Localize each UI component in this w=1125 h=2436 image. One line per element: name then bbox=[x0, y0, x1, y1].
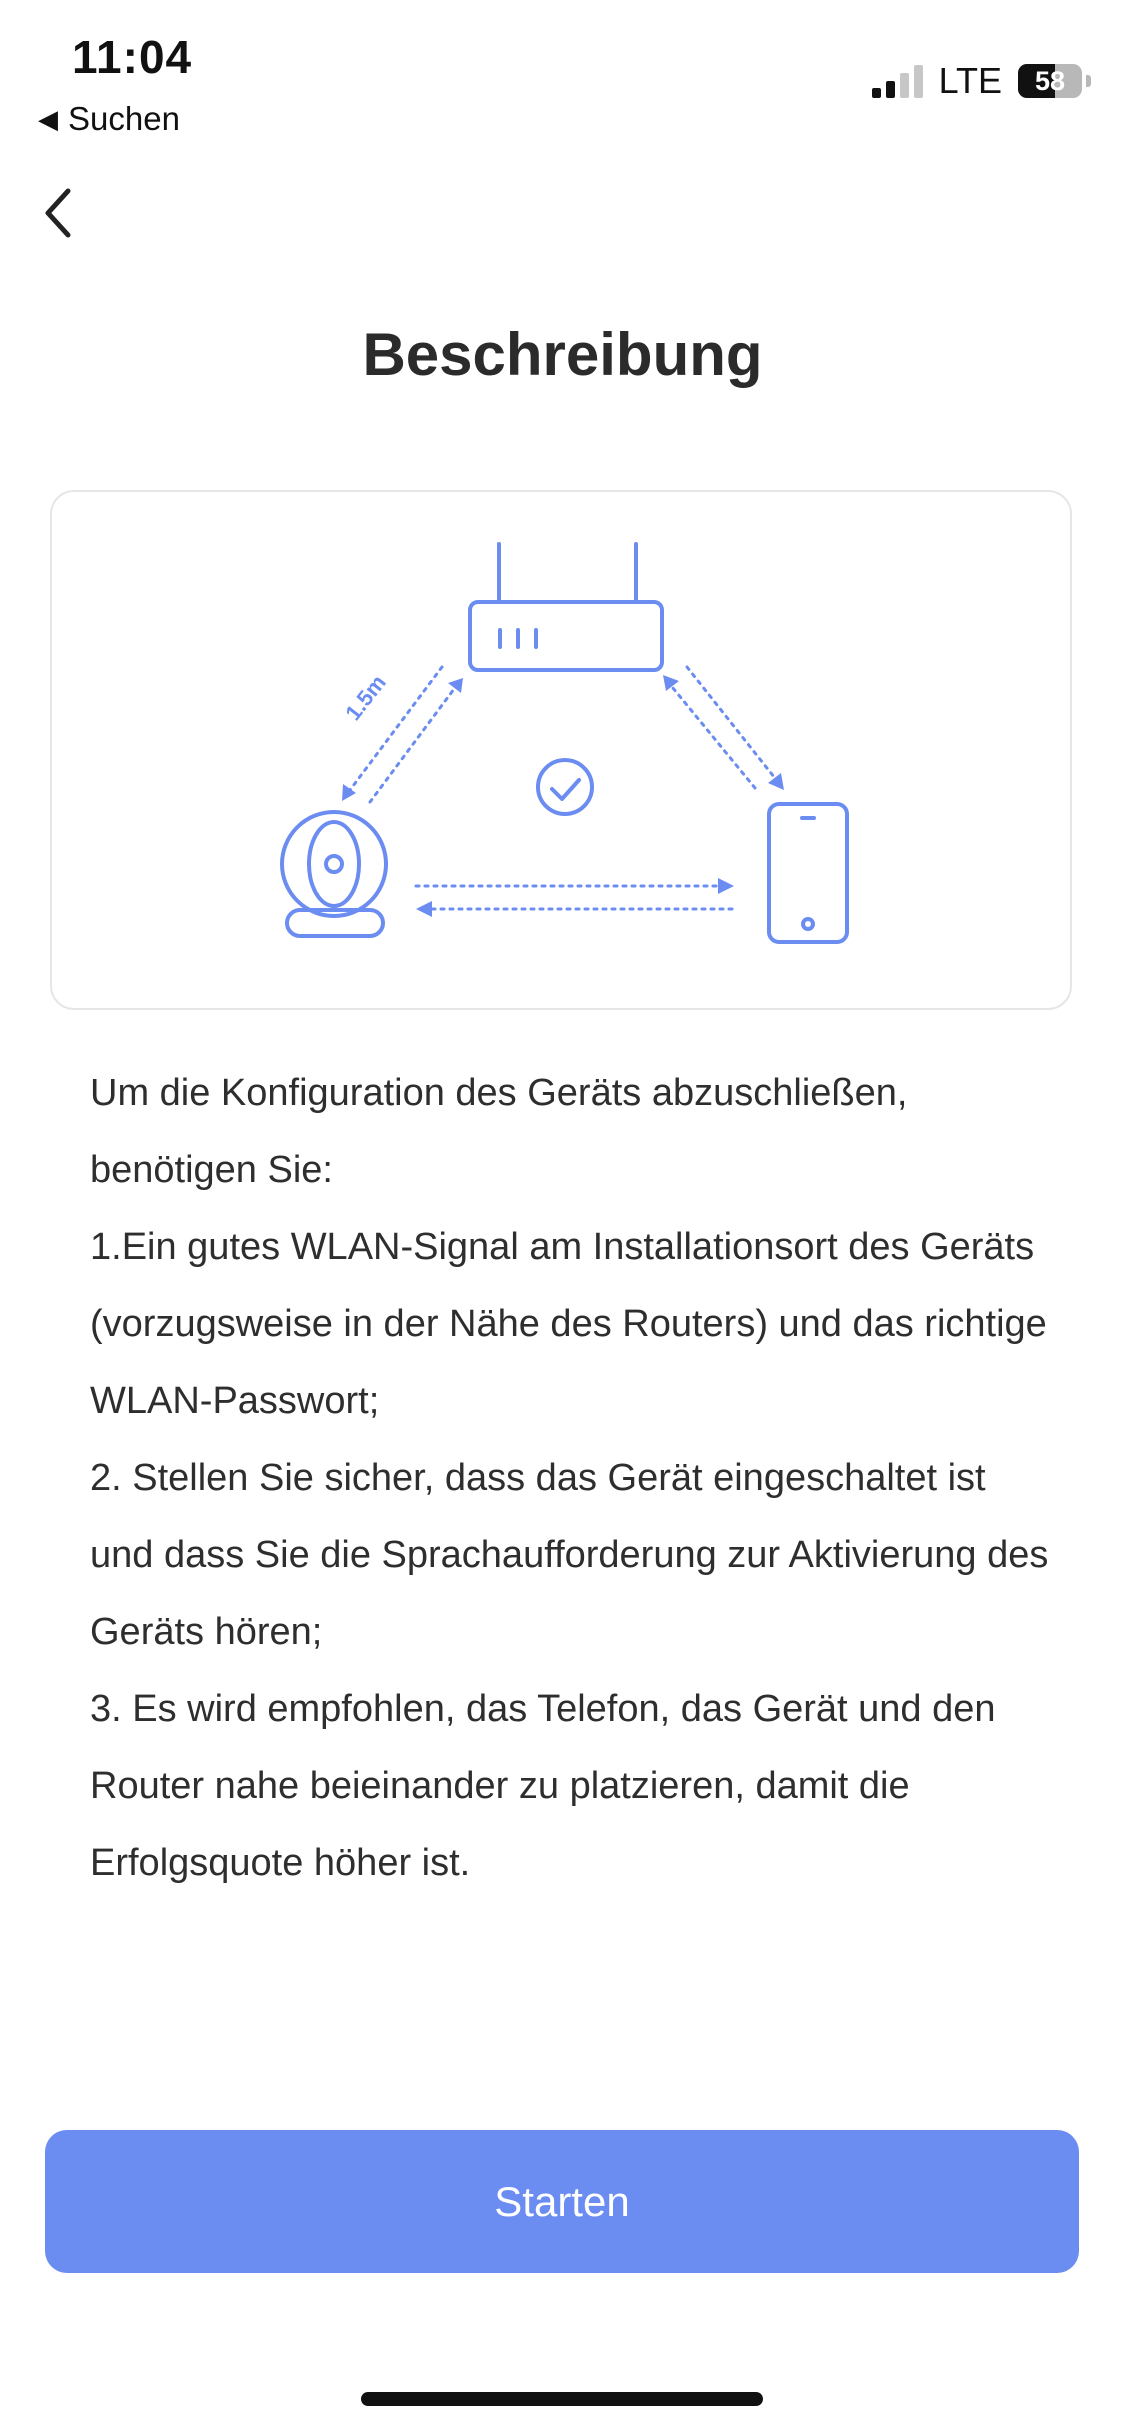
chevron-left-icon bbox=[40, 185, 84, 241]
check-circle-icon bbox=[538, 760, 592, 814]
home-indicator[interactable] bbox=[361, 2392, 763, 2406]
instruction-step-1: 1.Ein gutes WLAN-Signal am Installationsort des Geräts (vorzugsweise in der Nähe des Routers) und das richtige WLAN-Passwort; bbox=[90, 1226, 1047, 1422]
instruction-intro: Um die Konfiguration des Geräts abzuschließen, benötigen Sie: bbox=[90, 1072, 908, 1191]
battery-icon bbox=[1018, 64, 1082, 98]
cellular-signal-icon bbox=[872, 64, 923, 98]
status-indicators bbox=[872, 60, 1091, 102]
phone-icon bbox=[769, 804, 847, 942]
setup-illustration bbox=[52, 492, 1074, 1012]
status-time: 11:04 bbox=[72, 31, 193, 83]
instruction-step-2: 2. Stellen Sie sicher, dass das Gerät eingeschaltet ist und dass Sie die Sprachaufforderung zur Aktivierung des Geräts hören; bbox=[90, 1457, 1049, 1653]
instruction-step-3: 3. Es wird empfohlen, das Telefon, das Gerät und den Router nahe beieinander zu platzieren, damit die Erfolgsquote höher ist. bbox=[90, 1688, 996, 1884]
status-back-link[interactable] bbox=[38, 100, 180, 138]
status-back-label: Suchen bbox=[68, 100, 180, 137]
instructions-text bbox=[90, 1055, 1050, 1902]
left-triangle-icon: ◀ bbox=[38, 103, 58, 134]
back-button[interactable] bbox=[40, 185, 84, 241]
start-button[interactable]: Starten bbox=[45, 2130, 1079, 2273]
camera-icon bbox=[282, 812, 386, 936]
battery-cap bbox=[1086, 75, 1091, 87]
illustration-card bbox=[50, 490, 1072, 1010]
connection-arrows bbox=[347, 667, 778, 909]
distance-label: 1.5m bbox=[340, 670, 391, 726]
page-title: Beschreibung bbox=[362, 321, 763, 388]
network-type: LTE bbox=[938, 60, 1002, 101]
battery-percent: 58 bbox=[1034, 65, 1066, 96]
router-icon bbox=[470, 544, 662, 670]
